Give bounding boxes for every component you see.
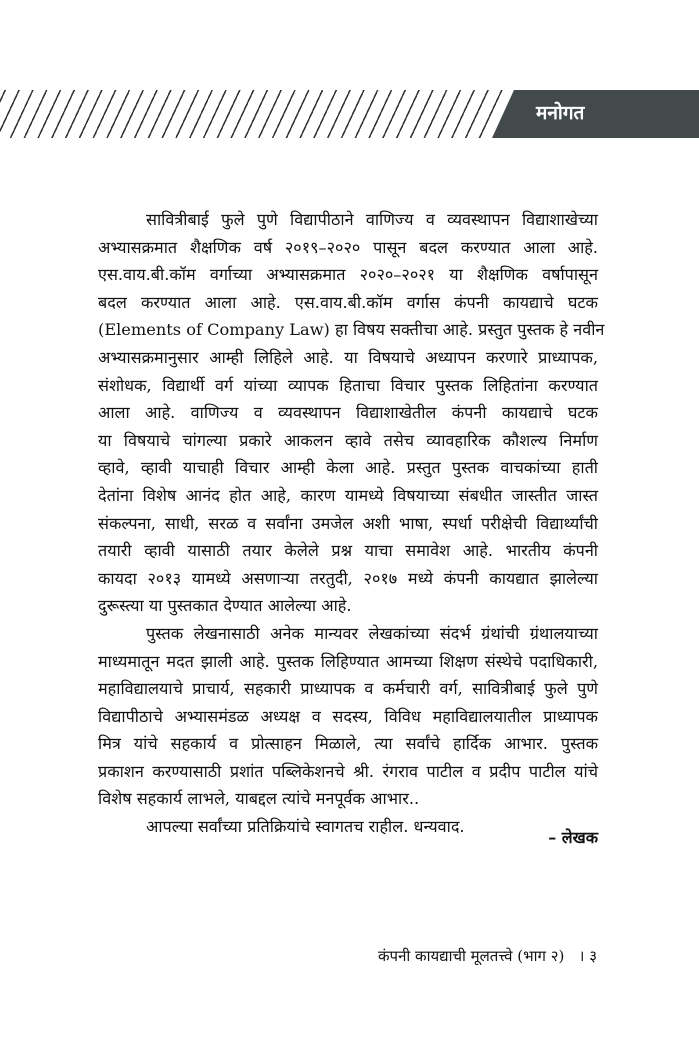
footer-separator: ।	[578, 947, 585, 965]
text-line: आला आहे. वाणिज्य व व्यवस्थापन विद्याशाखेतील कंपनी कायद्याचे घटक	[98, 403, 598, 423]
paragraph	[98, 813, 598, 841]
text-line: विशेष सहकार्य लाभले, याबद्दल त्यांचे मनपूर्वक आभार..	[98, 789, 420, 809]
text-line: पुस्तक लेखनासाठी अनेक मान्यवर लेखकांच्या संदर्भ ग्रंथांची ग्रंथालयाच्या	[146, 623, 598, 643]
text-line: दुरूस्त्या या पुस्तकात देण्यात आलेल्या आहे.	[98, 596, 352, 616]
paragraph	[98, 620, 598, 813]
preface-body	[98, 206, 605, 841]
text-line: सावित्रीबाई फुले पुणे विद्यापीठाने वाणिज्य व व्यवस्थापन विद्याशाखेच्या	[146, 210, 598, 229]
page-number: ३	[589, 947, 597, 965]
text-line: संकल्पना, साधी, सरळ व सर्वांना उमजेल अशी भाषा, स्पर्धा परीक्षेची विद्यार्थ्यांची	[98, 513, 598, 533]
text-line: या विषयाचे चांगल्या प्रकारे आकलन व्हावे तसेच व्यावहारिक कौशल्य निर्माण	[98, 430, 598, 450]
text-line: विद्यापीठाचे अभ्यासमंडळ अध्यक्ष व सदस्य, विविध महाविद्यालयातील प्राध्यापक	[98, 706, 598, 726]
footer-book-title: कंपनी कायद्याची मूलतत्त्वे (भाग २)	[378, 947, 565, 965]
text-line: तयारी व्हावी यासाठी तयार केलेले प्रश्न याचा समावेश आहे. भारतीय कंपनी	[98, 541, 598, 561]
text-line: देतांना विशेष आनंद होत आहे, कारण यामध्ये विषयाच्या संबधीत जास्तीत जास्त	[98, 485, 598, 505]
page-title: मनोगत	[536, 102, 585, 124]
header-title-box	[492, 90, 699, 138]
text-line: अभ्यासक्रमानुसार आम्ही लिहिले आहे. या विषयाचे अध्यापन करणारे प्राध्यापक,	[98, 347, 598, 367]
text-line: (Elements of Company Law) हा विषय सक्तीचा आहे. प्रस्तुत पुस्तक हे नवीन	[98, 320, 605, 340]
text-line: अभ्यासक्रमात शैक्षणिक वर्ष २०१९–२०२० पासून बदल करण्यात आला आहे.	[98, 237, 598, 257]
text-line: प्रकाशन करण्यासाठी प्रशांत पब्लिकेशनचे श्री. रंगराव पाटील व प्रदीप पाटील यांचे	[98, 761, 598, 781]
text-line: संशोधक, विद्यार्थी वर्ग यांच्या व्यापक हिताचा विचार पुस्तक लिहितांना करण्यात	[98, 375, 598, 395]
text-line: कायदा २०१३ यामध्ये असणाऱ्या तरतुदी, २०१७ मध्ये कंपनी कायद्यात झालेल्या	[98, 568, 598, 588]
paragraph	[98, 206, 605, 620]
text-line: व्हावे, व्हावी याचाही विचार आम्ही केला आहे. प्रस्तुत पुस्तक वाचकांच्या हाती	[98, 458, 598, 478]
text-line: बदल करण्यात आला आहे. एस.वाय.बी.कॉम वर्गास कंपनी कायद्याचे घटक	[98, 292, 598, 312]
author-signature: – लेखक	[548, 828, 598, 847]
text-line: माध्यमातून मदत झाली आहे. पुस्तक लिहिण्यात आमच्या शिक्षण संस्थेचे पदाधिकारी,	[98, 651, 598, 671]
text-line: एस.वाय.बी.कॉम वर्गाच्या अभ्यासक्रमात २०२०–२०२१ या शैक्षणिक वर्षापासून	[98, 265, 598, 285]
text-line: मित्र यांचे सहकार्य व प्रोत्साहन मिळाले, त्या सर्वांचे हार्दिक आभार. पुस्तक	[98, 734, 598, 754]
page-footer	[378, 946, 597, 966]
header-stripes	[0, 90, 520, 138]
text-line: महाविद्यालयाचे प्राचार्य, सहकारी प्राध्यापक व कर्मचारी वर्ग, सावित्रीबाई फुले पुणे	[98, 679, 598, 699]
text-line: आपल्या सर्वांच्या प्रतिक्रियांचे स्वागतच राहील. धन्यवाद.	[146, 817, 465, 837]
